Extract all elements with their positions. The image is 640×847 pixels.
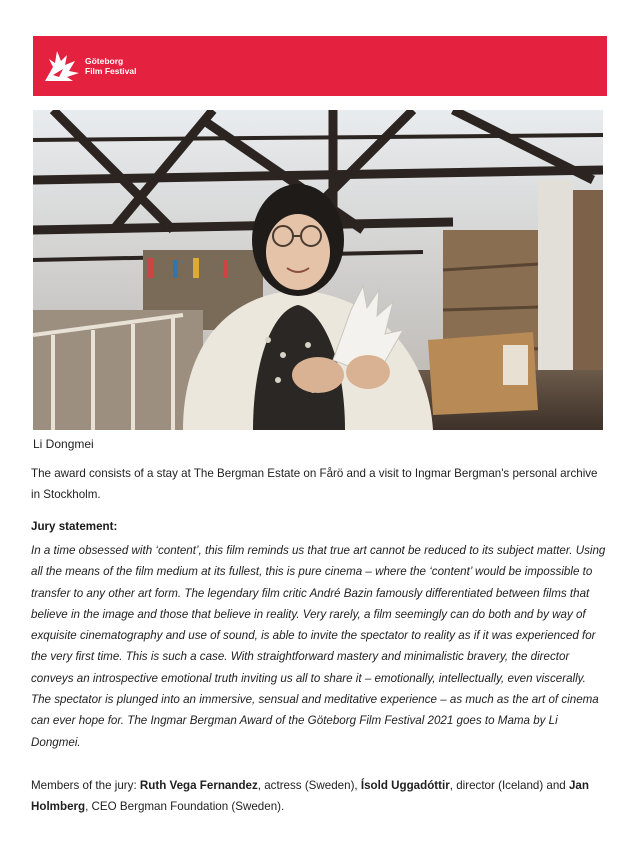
members-intro: Members of the jury:	[31, 779, 140, 792]
jury-statement: In a time obsessed with ‘content’, this film reminds us that true art cannot be reduced to its subject matter. Using all the means of the film medium at its fullest, this is pure cinema – where the ‘content’ would be impossible to transfer to any other art form. The legendary film critic André Bazin famously differentiated between films that believe in the image and those that believe in reality. Very rarely, a film seemingly can do both and by way of exquisite cinematography and use of sound, is able to invite the spectator to reality as if it was experienced for the very first time. This is such a case. With straightforward mastery and minimalistic bravery, the director conveys an introspective emotional truth inviting us all to share it – emotionally, intellectually, even viscerally. The spectator is plunged into an immersive, sensual and meditative experience – as much as the art of cinema can ever hope for. The Ingmar Bergman Award of the Göteborg Film Festival 2021 goes to Mama by Li Dongmei.	[31, 544, 606, 749]
member-role: , director (Iceland) and	[449, 779, 569, 792]
festival-logo[interactable]	[43, 49, 137, 83]
award-photo	[33, 110, 603, 430]
logo-line-2: Film Festival	[85, 66, 137, 76]
jury-members	[31, 775, 606, 817]
member-name: Ísold Uggadóttir	[360, 779, 450, 792]
member-name: Ruth Vega Fernandez	[139, 779, 258, 792]
photo-caption: Li Dongmei	[33, 437, 94, 451]
festival-name	[85, 56, 137, 76]
jury-heading: Jury statement:	[31, 520, 118, 533]
member-role: , actress (Sweden),	[257, 779, 361, 792]
festival-header	[33, 36, 607, 96]
award-description: The award consists of a stay at The Bergman Estate on Fårö and a visit to Ingmar Bergman's personal archive in Stockholm.	[31, 467, 598, 501]
member-role: , CEO Bergman Foundation (Sweden).	[85, 800, 285, 813]
gff-dragon-icon	[43, 49, 81, 83]
member-name: Jan Holmberg	[31, 779, 589, 813]
logo-line-1: Göteborg	[85, 56, 124, 66]
photo-illustration	[33, 110, 603, 430]
